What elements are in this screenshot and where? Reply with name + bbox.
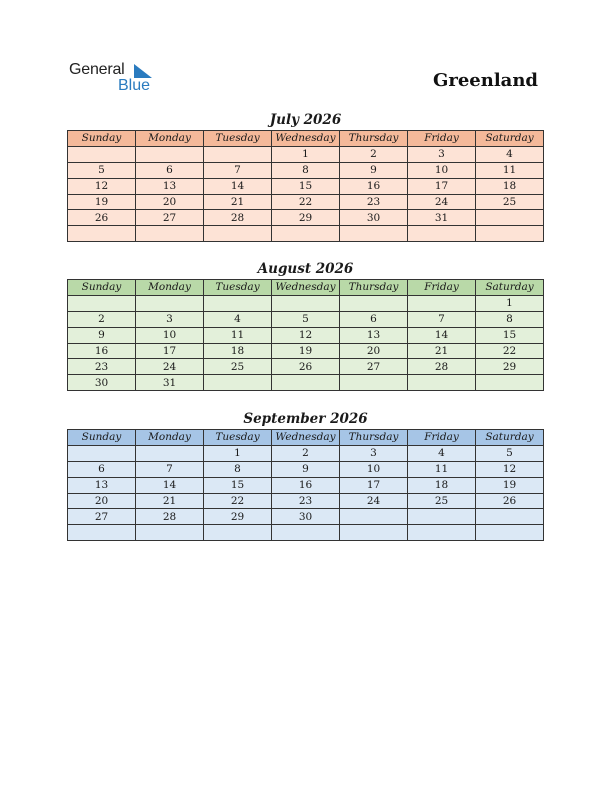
day-cell: 14 bbox=[204, 178, 272, 194]
day-cell: 28 bbox=[136, 509, 204, 525]
day-cell bbox=[408, 525, 476, 541]
week-row bbox=[68, 226, 544, 242]
day-cell: 22 bbox=[476, 343, 544, 359]
day-cell: 7 bbox=[204, 162, 272, 178]
day-cell: 15 bbox=[272, 178, 340, 194]
day-cell: 14 bbox=[136, 477, 204, 493]
weekday-header: Wednesday bbox=[272, 131, 340, 147]
day-cell bbox=[476, 226, 544, 242]
day-cell: 27 bbox=[340, 359, 408, 375]
day-cell: 9 bbox=[272, 461, 340, 477]
day-cell bbox=[272, 295, 340, 311]
weekday-header: Sunday bbox=[68, 131, 136, 147]
weekday-header: Saturday bbox=[476, 280, 544, 296]
day-cell bbox=[68, 525, 136, 541]
month-title: July 2026 bbox=[269, 112, 342, 128]
day-cell: 26 bbox=[272, 359, 340, 375]
day-cell bbox=[272, 525, 340, 541]
day-cell: 31 bbox=[136, 375, 204, 391]
day-cell bbox=[68, 226, 136, 242]
day-cell: 24 bbox=[340, 493, 408, 509]
day-cell: 13 bbox=[340, 327, 408, 343]
day-cell bbox=[136, 525, 204, 541]
day-cell: 10 bbox=[136, 327, 204, 343]
weekday-header: Friday bbox=[408, 131, 476, 147]
day-cell: 28 bbox=[204, 210, 272, 226]
weekday-header-row bbox=[68, 430, 544, 446]
day-cell: 2 bbox=[340, 146, 408, 162]
month-july bbox=[67, 111, 544, 242]
day-cell: 31 bbox=[408, 210, 476, 226]
day-cell: 17 bbox=[340, 477, 408, 493]
day-cell: 16 bbox=[272, 477, 340, 493]
day-cell bbox=[204, 375, 272, 391]
day-cell: 4 bbox=[204, 311, 272, 327]
weekday-header: Tuesday bbox=[204, 131, 272, 147]
day-cell bbox=[204, 295, 272, 311]
week-row bbox=[68, 525, 544, 541]
week-row bbox=[68, 311, 544, 327]
day-cell: 8 bbox=[476, 311, 544, 327]
logo-word-blue: Blue bbox=[118, 77, 151, 94]
country-title: Greenland bbox=[432, 70, 538, 91]
day-cell: 6 bbox=[340, 311, 408, 327]
month-title: August 2026 bbox=[257, 261, 354, 277]
day-cell: 12 bbox=[68, 178, 136, 194]
day-cell bbox=[408, 226, 476, 242]
day-cell: 10 bbox=[340, 461, 408, 477]
day-cell: 7 bbox=[408, 311, 476, 327]
day-cell: 2 bbox=[272, 445, 340, 461]
day-cell bbox=[340, 509, 408, 525]
week-row bbox=[68, 178, 544, 194]
day-cell bbox=[204, 226, 272, 242]
weekday-header-row bbox=[68, 131, 544, 147]
day-cell bbox=[136, 445, 204, 461]
weekday-header: Sunday bbox=[68, 280, 136, 296]
day-cell: 10 bbox=[408, 162, 476, 178]
day-cell: 25 bbox=[204, 359, 272, 375]
day-cell: 29 bbox=[476, 359, 544, 375]
weekday-header: Thursday bbox=[340, 280, 408, 296]
day-cell: 30 bbox=[340, 210, 408, 226]
day-cell: 3 bbox=[408, 146, 476, 162]
day-cell bbox=[340, 295, 408, 311]
month-september bbox=[67, 410, 544, 541]
day-cell: 27 bbox=[136, 210, 204, 226]
week-row bbox=[68, 146, 544, 162]
day-cell: 15 bbox=[476, 327, 544, 343]
day-cell bbox=[136, 226, 204, 242]
day-cell bbox=[408, 295, 476, 311]
day-cell: 20 bbox=[136, 194, 204, 210]
month-august bbox=[67, 260, 544, 391]
weekday-header: Monday bbox=[136, 430, 204, 446]
day-cell bbox=[476, 210, 544, 226]
week-row bbox=[68, 493, 544, 509]
logo-triangle-icon bbox=[134, 64, 152, 78]
day-cell: 22 bbox=[272, 194, 340, 210]
day-cell: 3 bbox=[340, 445, 408, 461]
weekday-header: Wednesday bbox=[272, 280, 340, 296]
weekday-header: Wednesday bbox=[272, 430, 340, 446]
day-cell bbox=[204, 525, 272, 541]
weekday-header: Friday bbox=[408, 280, 476, 296]
day-cell: 11 bbox=[408, 461, 476, 477]
day-cell: 15 bbox=[204, 477, 272, 493]
day-cell: 23 bbox=[272, 493, 340, 509]
weekday-header: Saturday bbox=[476, 131, 544, 147]
day-cell bbox=[408, 509, 476, 525]
weekday-header: Thursday bbox=[340, 131, 408, 147]
weekday-header: Saturday bbox=[476, 430, 544, 446]
week-row bbox=[68, 210, 544, 226]
day-cell: 19 bbox=[68, 194, 136, 210]
day-cell: 26 bbox=[476, 493, 544, 509]
month-title: September 2026 bbox=[243, 411, 368, 427]
day-cell: 16 bbox=[68, 343, 136, 359]
weekday-header: Monday bbox=[136, 280, 204, 296]
day-cell: 13 bbox=[136, 178, 204, 194]
day-cell: 25 bbox=[408, 493, 476, 509]
day-cell: 30 bbox=[68, 375, 136, 391]
day-cell: 24 bbox=[136, 359, 204, 375]
day-cell: 23 bbox=[68, 359, 136, 375]
day-cell bbox=[136, 295, 204, 311]
day-cell: 8 bbox=[272, 162, 340, 178]
day-cell: 20 bbox=[340, 343, 408, 359]
week-row bbox=[68, 445, 544, 461]
day-cell: 26 bbox=[68, 210, 136, 226]
weekday-header: Sunday bbox=[68, 430, 136, 446]
logo bbox=[69, 61, 169, 95]
day-cell: 21 bbox=[136, 493, 204, 509]
day-cell: 4 bbox=[476, 146, 544, 162]
day-cell: 5 bbox=[272, 311, 340, 327]
weekday-header: Monday bbox=[136, 131, 204, 147]
day-cell: 1 bbox=[476, 295, 544, 311]
day-cell bbox=[204, 146, 272, 162]
day-cell bbox=[408, 375, 476, 391]
day-cell: 19 bbox=[272, 343, 340, 359]
day-cell: 21 bbox=[408, 343, 476, 359]
day-cell: 11 bbox=[476, 162, 544, 178]
day-cell: 17 bbox=[136, 343, 204, 359]
day-cell bbox=[272, 375, 340, 391]
week-row bbox=[68, 295, 544, 311]
day-cell bbox=[476, 509, 544, 525]
day-cell: 29 bbox=[204, 509, 272, 525]
day-cell: 5 bbox=[68, 162, 136, 178]
day-cell: 2 bbox=[68, 311, 136, 327]
day-cell: 1 bbox=[272, 146, 340, 162]
day-cell: 9 bbox=[68, 327, 136, 343]
week-row bbox=[68, 359, 544, 375]
day-cell: 18 bbox=[204, 343, 272, 359]
logo-word-general: General bbox=[69, 61, 125, 78]
day-cell: 24 bbox=[408, 194, 476, 210]
week-row bbox=[68, 375, 544, 391]
day-cell: 12 bbox=[272, 327, 340, 343]
day-cell bbox=[272, 226, 340, 242]
week-row bbox=[68, 477, 544, 493]
day-cell: 19 bbox=[476, 477, 544, 493]
weekday-header: Tuesday bbox=[204, 280, 272, 296]
month-grid bbox=[67, 130, 544, 242]
day-cell: 28 bbox=[408, 359, 476, 375]
day-cell: 6 bbox=[136, 162, 204, 178]
day-cell: 14 bbox=[408, 327, 476, 343]
week-row bbox=[68, 343, 544, 359]
day-cell: 13 bbox=[68, 477, 136, 493]
month-grid bbox=[67, 429, 544, 541]
day-cell: 29 bbox=[272, 210, 340, 226]
day-cell: 8 bbox=[204, 461, 272, 477]
day-cell: 27 bbox=[68, 509, 136, 525]
week-row bbox=[68, 461, 544, 477]
day-cell: 4 bbox=[408, 445, 476, 461]
week-row bbox=[68, 509, 544, 525]
weekday-header: Tuesday bbox=[204, 430, 272, 446]
day-cell: 25 bbox=[476, 194, 544, 210]
day-cell bbox=[68, 295, 136, 311]
day-cell: 21 bbox=[204, 194, 272, 210]
day-cell: 18 bbox=[476, 178, 544, 194]
weekday-header: Thursday bbox=[340, 430, 408, 446]
day-cell: 20 bbox=[68, 493, 136, 509]
day-cell: 23 bbox=[340, 194, 408, 210]
day-cell: 7 bbox=[136, 461, 204, 477]
day-cell: 30 bbox=[272, 509, 340, 525]
day-cell: 6 bbox=[68, 461, 136, 477]
day-cell: 11 bbox=[204, 327, 272, 343]
day-cell: 3 bbox=[136, 311, 204, 327]
weekday-header-row bbox=[68, 280, 544, 296]
day-cell: 18 bbox=[408, 477, 476, 493]
day-cell bbox=[68, 146, 136, 162]
day-cell bbox=[476, 375, 544, 391]
day-cell bbox=[476, 525, 544, 541]
day-cell: 12 bbox=[476, 461, 544, 477]
week-row bbox=[68, 327, 544, 343]
month-grid bbox=[67, 279, 544, 391]
week-row bbox=[68, 162, 544, 178]
weekday-header: Friday bbox=[408, 430, 476, 446]
day-cell bbox=[340, 226, 408, 242]
day-cell: 5 bbox=[476, 445, 544, 461]
day-cell bbox=[68, 445, 136, 461]
day-cell bbox=[340, 525, 408, 541]
day-cell: 1 bbox=[204, 445, 272, 461]
day-cell: 9 bbox=[340, 162, 408, 178]
day-cell: 17 bbox=[408, 178, 476, 194]
day-cell bbox=[340, 375, 408, 391]
week-row bbox=[68, 194, 544, 210]
day-cell: 16 bbox=[340, 178, 408, 194]
day-cell: 22 bbox=[204, 493, 272, 509]
day-cell bbox=[136, 146, 204, 162]
